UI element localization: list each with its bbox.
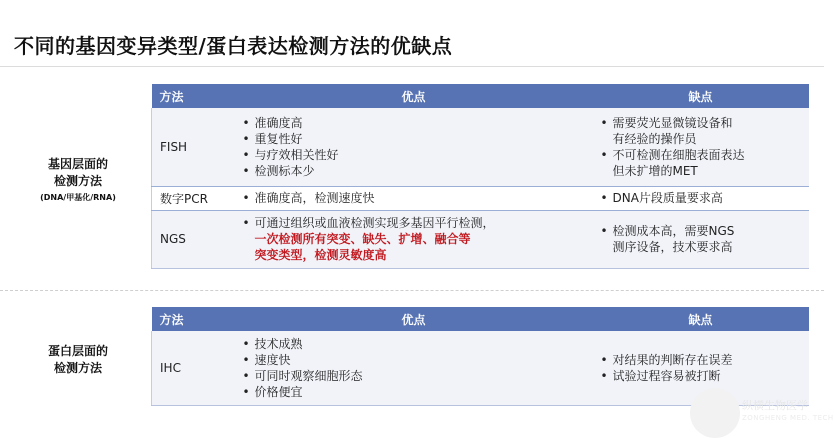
method-cell: IHC: [152, 331, 235, 405]
cons-item: • 需要荧光显微镜设备和: [593, 115, 809, 131]
pros-cell: [235, 331, 593, 405]
method-cell: FISH: [152, 108, 235, 186]
gene-section-label-line2: 检测方法: [53, 174, 102, 188]
header-method: 方法: [152, 84, 235, 108]
gene-section-label-line1: 基因层面的: [47, 157, 108, 171]
cons-item: • 对结果的判断存在误差: [593, 352, 809, 368]
gene-section-label-sub: (DNA/甲基化/RNA): [40, 193, 116, 202]
cons-cell: [593, 210, 809, 268]
table-row: [152, 210, 809, 268]
gene-methods-table: [151, 84, 809, 269]
protein-section-label-line2: 检测方法: [53, 361, 102, 375]
header-cons: 缺点: [593, 84, 809, 108]
gene-table-header: [152, 84, 809, 108]
cons-item: • 试验过程容易被打断: [593, 368, 809, 384]
cons-item: • DNA片段质量要求高: [593, 190, 809, 206]
pros-cell: [235, 108, 593, 186]
pros-item: • 价格便宜: [235, 384, 593, 400]
table-row: [152, 186, 809, 210]
cons-item: 有经验的操作员: [612, 131, 697, 146]
table-row: [152, 108, 809, 186]
protein-section-label: [24, 343, 132, 377]
pros-item: • 准确度高，检测速度快: [235, 190, 593, 206]
watermark-text: 纵横生物医学: [742, 399, 808, 412]
cons-cell: [593, 108, 809, 186]
pros-cell: [235, 210, 593, 268]
page-title: 不同的基因变异类型/蛋白表达检测方法的优缺点: [14, 34, 453, 58]
pros-item: • 技术成熟: [235, 336, 593, 352]
watermark-logo: [690, 388, 740, 438]
gene-section-label: [24, 156, 132, 204]
cons-cell: [593, 186, 809, 210]
cons-item: • 不可检测在细胞表面表达: [593, 147, 809, 163]
pros-item: • 可同时观察细胞形态: [235, 368, 593, 384]
pros-highlight: 突变类型，检测灵敏度高: [254, 248, 387, 262]
cons-item: 但未扩增的MET: [612, 163, 698, 178]
protein-section-label-line1: 蛋白层面的: [47, 344, 108, 358]
pros-item: • 准确度高: [235, 115, 593, 131]
header-cons: 缺点: [593, 307, 809, 331]
pros-highlight: 一次检测所有突变、缺失、扩增、融合等: [254, 232, 471, 246]
pros-cell: [235, 186, 593, 210]
cons-item: • 检测成本高，需要NGS: [593, 223, 809, 239]
watermark-subtext: ZONGHENG MED. TECH: [742, 414, 834, 422]
header-pros: 优点: [235, 84, 593, 108]
header-pros: 优点: [235, 307, 593, 331]
pros-item: • 重复性好: [235, 131, 593, 147]
cons-item: 测序设备，技术要求高: [612, 240, 733, 254]
protein-table-header: [152, 307, 809, 331]
pros-item: • 速度快: [235, 352, 593, 368]
pros-item: • 可通过组织或血液检测实现多基因平行检测，: [235, 215, 593, 231]
section-divider: [0, 290, 824, 291]
method-cell: NGS: [152, 210, 235, 268]
header-method: 方法: [152, 307, 235, 331]
method-cell: 数字PCR: [152, 186, 235, 210]
pros-item: • 检测标本少: [235, 163, 593, 179]
pros-item: • 与疗效相关性好: [235, 147, 593, 163]
title-divider: [0, 66, 824, 67]
